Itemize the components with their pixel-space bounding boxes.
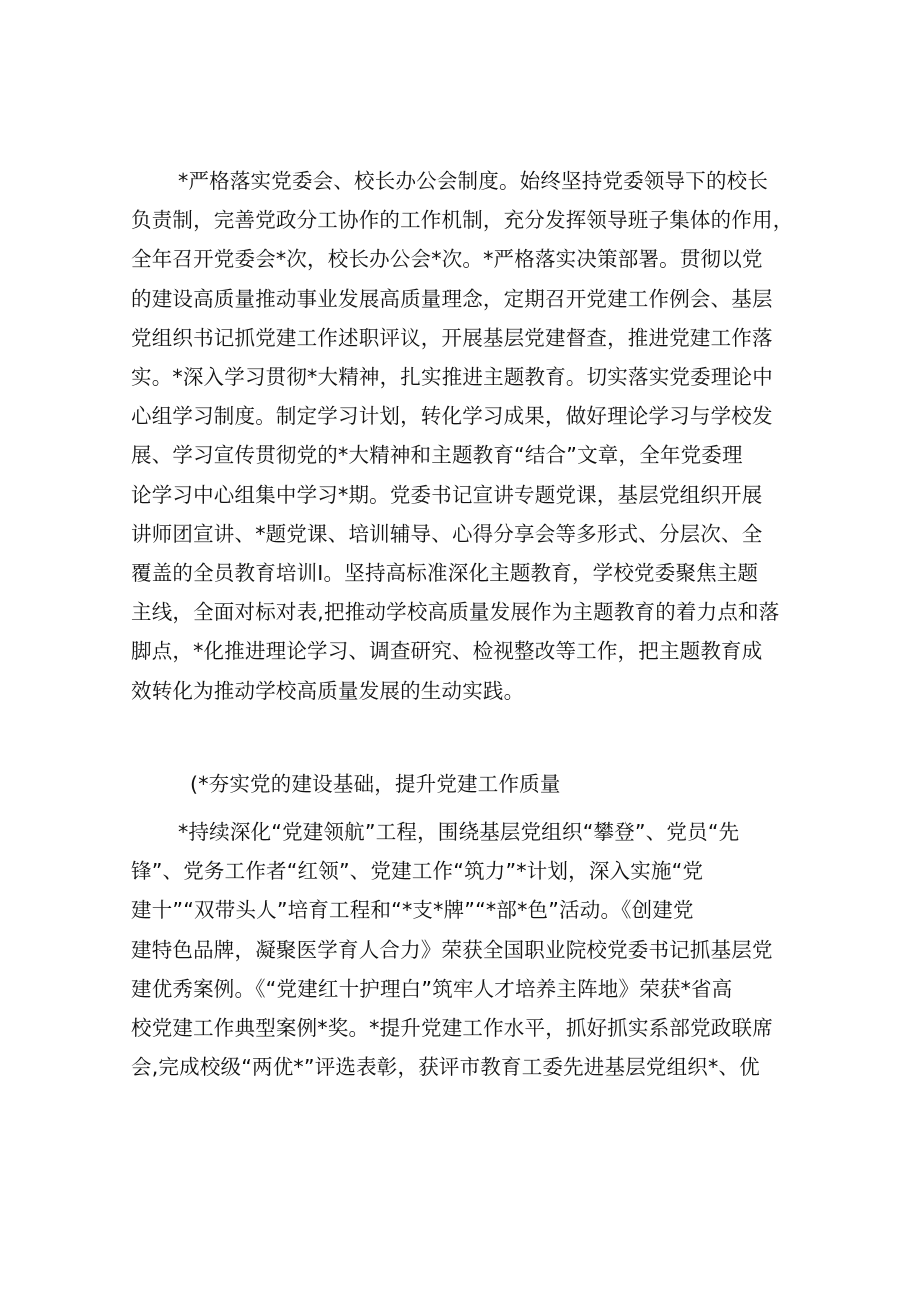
paragraph-party-committee-system [131,162,811,711]
text-line: 论学习中心组集中学习*期。党委书记宣讲专题党课，基层党组织开展 [131,482,763,507]
text-line: 实。*深入学习贯彻*大精神，扎实推进主题教育。切实落实党委理论中 [131,365,773,390]
text-line: 展、学习宣传贯彻党的*大精神和主题教育“结合”文章，全年党委理 [131,443,743,468]
text-line: 讲师团宣讲、*题党课、培训辅导、心得分享会等多形式、分层次、全 [131,521,763,546]
text-line: 党组织书记抓党建工作述职评议，开展基层党建督查，推进党建工作落 [131,325,773,350]
text-line: 效转化为推动学校高质量发展的生动实践。 [131,678,525,703]
text-line: 建优秀案例。《“党建红十护理白”筑牢人才培养主阵地》荣获*省高 [131,976,733,1001]
section-heading [190,765,790,804]
text-line: 锋”、党务工作者“红领”、党建工作“筑力”*计划，深入实施“党 [131,859,704,884]
text-line: *持续深化“党建领航”工程，围绕基层党组织“攀登”、党员“先 [178,820,740,844]
text-line: 主线，全面对标对表,把推动学校高质量发展作为主题教育的着力点和落 [131,600,780,625]
text-line: *严格落实党委会、校长办公会制度。始终坚持党委领导下的校长 [178,169,769,193]
text-line: 建十”“双带头人”培育工程和“*支*牌”“*部*色”活动。《创建党 [131,898,694,923]
text-line: 心组学习制度。制定学习计划，转化学习成果，做好理论学习与学校发 [131,404,773,429]
text-line: 脚点，*化推进理论学习、调查研究、检视整改等工作，把主题教育成 [131,639,763,664]
text-line: 负责制，完善党政分工协作的工作机制，充分发挥领导班子集体的作用， [131,208,794,233]
paragraph-party-building-pilot [131,813,811,1087]
text-line: 的建设高质量推动事业发展高质量理念，定期召开党建工作例会、基层 [131,286,773,311]
text-line: 校党建工作典型案例*奖。*提升党建工作水平，抓好抓实系部党政联席 [131,1016,773,1041]
section-heading-text: (*夯实党的建设基础，提升党建工作质量 [190,772,561,796]
text-line: 建特色品牌，凝聚医学育人合力》荣获全国职业院校党委书记抓基层党 [131,937,773,962]
text-line: 覆盖的全员教育培训I。坚持高标准深化主题教育，学校党委聚焦主题 [131,561,759,586]
text-line: 全年召开党委会*次，校长办公会*次。*严格落实决策部署。贯彻以党 [131,247,763,272]
text-line: 会,完成校级“两优*”评选表彰，获评市教育工委先进基层党组织*、优 [131,1055,760,1080]
